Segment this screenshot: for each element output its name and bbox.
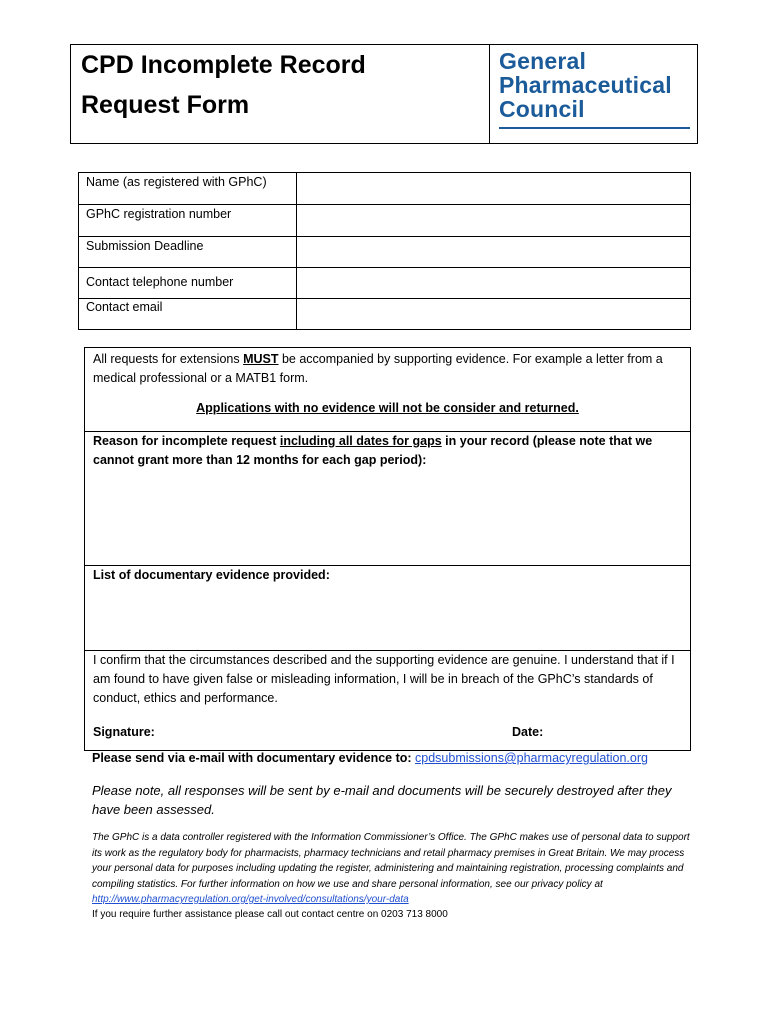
form-title-line1: CPD Incomplete Record	[81, 51, 366, 79]
assistance-contact: If you require further assistance please call out contact centre on 0203 713 8000	[92, 909, 448, 920]
gphc-logo	[499, 49, 693, 129]
form-header	[70, 44, 698, 144]
submission-deadline-field[interactable]	[297, 237, 691, 268]
table-row	[79, 299, 691, 330]
table-row	[79, 205, 691, 237]
table-row	[79, 237, 691, 268]
reason-text-1: Reason for incomplete request	[93, 434, 280, 448]
confirm-section	[85, 651, 690, 752]
details-table	[78, 172, 691, 330]
signature-label[interactable]: Signature:	[93, 725, 155, 739]
privacy-notice	[92, 830, 692, 908]
table-row	[79, 268, 691, 299]
requests-notice	[93, 350, 682, 388]
registration-number-field[interactable]	[297, 205, 691, 237]
requests-section	[85, 348, 690, 432]
requests-must: MUST	[243, 352, 279, 366]
reason-text-3: in your record (please note that we cannot grant more than 12 months for each gap period):	[93, 434, 653, 467]
confirmation-text: I confirm that the circumstances described and the supporting evidence are genuine. I understand that if I am found to have given false or misleading information, I will be in breach of the GPhC’s standards of conduct, ethics and performance.	[93, 653, 675, 705]
registration-number-label: GPhC registration number	[79, 205, 297, 237]
logo-underline	[499, 127, 690, 129]
name-field[interactable]	[297, 173, 691, 205]
response-note: Please note, all responses will be sent by e-mail and documents will be securely destroyed after they have been assessed.	[92, 783, 672, 817]
submission-deadline-label: Submission Deadline	[79, 237, 297, 268]
date-label[interactable]: Date:	[512, 725, 544, 739]
privacy-text: The GPhC is a data controller registered with the Information Commissioner’s Office. The GPhC makes use of personal data to support its work as the regulatory body for pharmacists, pharmacy technicians and retail pharmacy premises in Great Britain. We may process your personal data for purposes including updating the register, administering and maintaining registration, processing complaints and compiling statistics. For further information on how we use and share personal information, see our privacy policy at	[92, 832, 690, 890]
submission-email-link[interactable]: cpdsubmissions@pharmacyregulation.org	[415, 751, 648, 765]
send-instructions	[92, 751, 648, 765]
request-box	[84, 347, 691, 751]
requests-text-before: All requests for extensions	[93, 352, 244, 366]
reason-text-2: including all dates for gaps	[279, 434, 442, 448]
logo-line1: General	[499, 48, 587, 74]
send-text: Please send via e-mail with documentary evidence to:	[92, 751, 416, 765]
evidence-list-label: List of documentary evidence provided:	[93, 568, 330, 582]
name-label: Name (as registered with GPhC)	[79, 173, 297, 205]
email-label: Contact email	[79, 299, 297, 330]
evidence-section[interactable]	[85, 566, 690, 651]
telephone-label: Contact telephone number	[79, 268, 297, 299]
form-title-line2: Request Form	[81, 91, 250, 119]
logo-line3: Council	[499, 96, 585, 122]
telephone-field[interactable]	[297, 268, 691, 299]
evidence-warning: Applications with no evidence will not be consider and returned.	[196, 401, 579, 415]
reason-section[interactable]	[85, 432, 690, 566]
table-row	[79, 173, 691, 205]
privacy-policy-link[interactable]: http://www.pharmacyregulation.org/get-involved/consultations/your-data	[92, 894, 409, 905]
requests-text-after: be accompanied by supporting evidence. For example a letter from a medical professional or a MATB1 form.	[93, 352, 663, 385]
reason-label	[93, 432, 682, 470]
email-field[interactable]	[297, 299, 691, 330]
header-divider	[489, 45, 490, 143]
logo-line2: Pharmaceutical	[499, 72, 672, 98]
